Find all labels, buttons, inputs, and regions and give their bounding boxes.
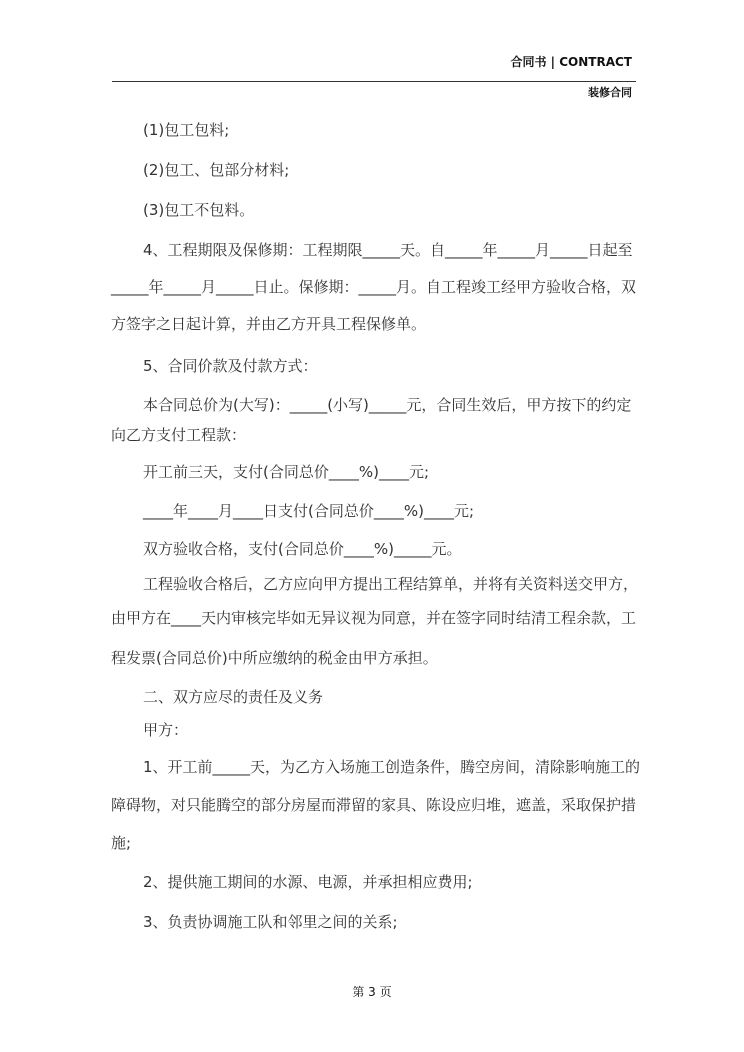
body-line: 本合同总价为(大写)：_____(小写)_____元，合同生效后，甲方按下的约定 bbox=[143, 396, 632, 414]
page-number: 第 3 页 bbox=[352, 985, 392, 999]
body-line: 开工前三天，支付(合同总价____%)____元; bbox=[143, 463, 430, 481]
body-line: (2)包工、包部分材料; bbox=[143, 161, 290, 179]
body-line: 1、开工前_____天，为乙方入场施工创造条件，腾空房间，清除影响施工的 bbox=[143, 758, 641, 776]
body-line: 5、合同价款及付款方式： bbox=[143, 357, 318, 375]
header-title: 合同书 | CONTRACT bbox=[510, 55, 632, 69]
body-line: 施; bbox=[111, 834, 132, 852]
body-line: 由甲方在____天内审核完毕如无异议视为同意，并在签字同时结清工程余款，工 bbox=[111, 609, 637, 627]
body-line: 方签字之日起计算，并由乙方开具工程保修单。 bbox=[111, 315, 427, 333]
body-line: _____年_____月_____日止。保修期：_____月。自工程竣工经甲方验收合格，双 bbox=[111, 278, 637, 296]
section-heading: 二、双方应尽的责任及义务 bbox=[143, 688, 324, 706]
header-divider bbox=[112, 81, 636, 82]
body-line: 2、提供施工期间的水源、电源，并承担相应费用; bbox=[143, 873, 473, 891]
header-subtitle: 装修合同 bbox=[588, 86, 632, 99]
body-line: 向乙方支付工程款： bbox=[111, 426, 247, 444]
body-line: ____年____月____日支付(合同总价____%)____元; bbox=[143, 502, 475, 520]
body-line: (1)包工包料; bbox=[143, 121, 230, 139]
body-line: 4、工程期限及保修期：工程期限_____天。自_____年_____月_____日起至 bbox=[143, 241, 633, 259]
body-line: 障碍物，对只能腾空的部分房屋而滞留的家具、陈设应归堆，遮盖，采取保护措 bbox=[111, 796, 637, 814]
body-line: (3)包工不包料。 bbox=[143, 201, 255, 219]
party-label: 甲方： bbox=[143, 721, 189, 739]
body-line: 双方验收合格，支付(合同总价____%)_____元。 bbox=[143, 540, 462, 558]
body-line: 程发票(合同总价)中所应缴纳的税金由甲方承担。 bbox=[111, 649, 438, 667]
body-line: 工程验收合格后，乙方应向甲方提出工程结算单，并将有关资料送交甲方， bbox=[143, 575, 639, 593]
body-line: 3、负责协调施工队和邻里之间的关系; bbox=[143, 913, 398, 931]
